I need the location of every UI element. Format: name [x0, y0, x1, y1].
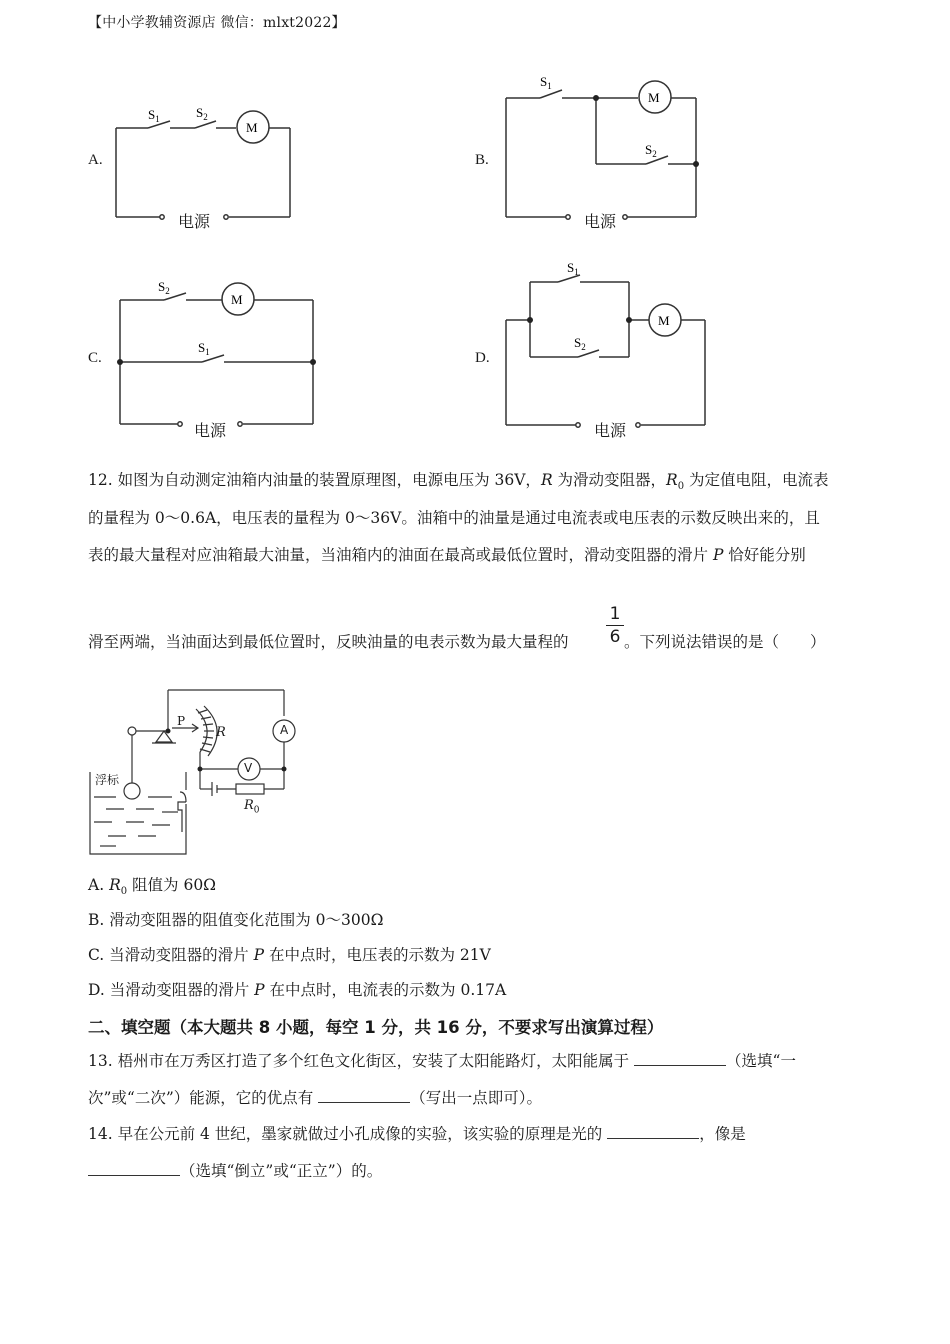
circuit-b: [500, 70, 705, 230]
q13-line-1: 13. 梧州市在万秀区打造了多个红色文化街区，安装了太阳能路灯，太阳能属于 （选填“一: [88, 1052, 796, 1070]
svg-text:M: M: [648, 90, 660, 105]
float-label: 浮标: [95, 773, 120, 787]
q12-line-4-b: 。下列说法错误的是（ ）: [624, 633, 826, 651]
q12-line-1: 12. 如图为自动测定油箱内油量的装置原理图，电源电压为 36V，R 为滑动变阻器，$R_0$ 为定值电阻，电流表: [88, 471, 829, 493]
svg-text:S2: $S_2$: [158, 279, 170, 296]
q14-line-2: （选填“倒立”或“正立”）的。: [88, 1161, 382, 1181]
circuit-c: [112, 274, 322, 434]
page-header: 【中小学教辅资源店 微信：mlxt2022】: [88, 15, 346, 31]
power-source-label-d: 电源: [594, 421, 627, 440]
switch-s1-label: $S_1$: [148, 107, 160, 124]
q13-line-2: 次”或“二次”）能源，它的优点有 （写出一点即可）。: [88, 1089, 542, 1107]
q12-option-b: B. 滑动变阻器的阻值变化范围为 0～300Ω: [88, 911, 384, 929]
svg-text:S1: $S_1$: [540, 74, 552, 91]
option-d-label: D.: [475, 350, 490, 366]
fraction-one-sixth: 1 6: [605, 604, 625, 647]
q12-option-d: D. 当滑动变阻器的滑片 P 在中点时，电流表的示数为 0.17A: [88, 981, 507, 999]
power-source-label-b: 电源: [584, 212, 617, 231]
q14-blank-1[interactable]: [607, 1124, 699, 1139]
q12-line-2: 的量程为 0～0.6A，电压表的量程为 0～36V。油箱中的油量是通过电流表或电压表的示数反映出来的，且: [88, 509, 820, 527]
q13-blank-1[interactable]: [634, 1051, 726, 1066]
q14-blank-2[interactable]: [88, 1161, 180, 1176]
slider-p-label: P: [177, 714, 186, 728]
r0-label: $R_0$: [244, 798, 260, 816]
voltmeter-label: V: [244, 761, 253, 775]
svg-text:M: M: [231, 292, 243, 307]
q14-line-1: 14. 早在公元前 4 世纪，墨家就做过小孔成像的实验，该实验的原理是光的 ，像是: [88, 1125, 746, 1143]
svg-text:S2: $S_2$: [574, 335, 586, 352]
option-c-label: C.: [88, 350, 102, 366]
power-source-label-a: 电源: [178, 212, 211, 231]
resistor-r-label: R: [216, 725, 226, 740]
svg-text:S2: $S_2$: [645, 142, 657, 159]
power-source-label-c: 电源: [194, 421, 227, 440]
option-a-label: A.: [88, 152, 103, 168]
q12-line-3: 表的最大量程对应油箱最大油量，当油箱内的油面在最高或最低位置时，滑动变阻器的滑片 P 恰好能分别: [88, 546, 806, 564]
svg-text:S1: $S_1$: [567, 260, 579, 277]
q12-option-a: A. $R_0$ 阻值为 60Ω: [88, 876, 217, 898]
switch-s2-label: $S_2$: [196, 105, 208, 122]
q13-blank-2[interactable]: [318, 1088, 410, 1103]
circuit-d: [498, 255, 713, 435]
q12-line-4-a: 滑至两端，当油面达到最低位置时，反映油量的电表示数为最大量程的: [88, 633, 569, 651]
svg-text:S1: $S_1$: [198, 340, 210, 357]
ammeter-label: A: [280, 723, 289, 737]
svg-text:M: M: [658, 313, 670, 328]
motor-label: M: [246, 120, 258, 135]
option-b-label: B.: [475, 152, 489, 168]
section-2-title: 二、填空题（本大题共 8 小题，每空 1 分，共 16 分，不要求写出演算过程）: [88, 1018, 664, 1037]
q12-option-c: C. 当滑动变阻器的滑片 P 在中点时，电压表的示数为 21V: [88, 946, 491, 964]
